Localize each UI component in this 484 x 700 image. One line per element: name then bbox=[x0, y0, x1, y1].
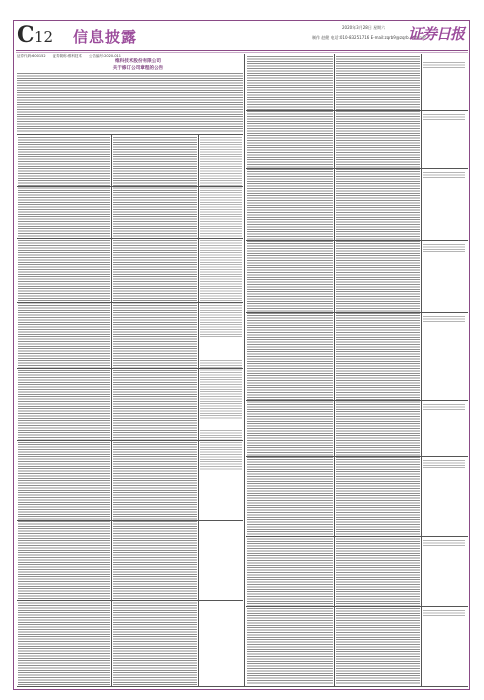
row-separator bbox=[246, 240, 468, 241]
notice-title bbox=[78, 58, 198, 72]
row-separator bbox=[17, 520, 243, 521]
table-bottom-rule bbox=[17, 686, 468, 687]
table-col-notes-right bbox=[423, 114, 465, 120]
row-separator bbox=[246, 110, 468, 111]
table-col-notes-right bbox=[423, 62, 465, 68]
table-col-notes bbox=[200, 360, 242, 420]
intro-paragraph bbox=[17, 73, 243, 133]
table-top-rule bbox=[17, 134, 243, 135]
notice-heading: 关于修订公司章程的公告 bbox=[112, 66, 164, 71]
table-col-notes-right bbox=[423, 244, 465, 252]
row-separator bbox=[17, 238, 243, 239]
row-separator bbox=[246, 456, 468, 457]
table-col-original-right bbox=[247, 56, 333, 684]
row-separator bbox=[17, 186, 243, 187]
row-separator bbox=[246, 400, 468, 401]
table-divider bbox=[198, 134, 199, 686]
notice-company: 维科技术股份有限公司 bbox=[115, 59, 161, 64]
table-col-notes-right bbox=[423, 540, 465, 546]
issue-date: 2020年3月28日 星期六 bbox=[342, 25, 386, 30]
table-col-notes-right bbox=[423, 316, 465, 322]
row-separator bbox=[17, 368, 243, 369]
row-separator bbox=[17, 440, 243, 441]
table-col-notes bbox=[200, 430, 242, 470]
table-col-notes-right bbox=[423, 172, 465, 178]
page-header bbox=[16, 21, 468, 51]
table-col-notes-right bbox=[423, 404, 465, 410]
stock-abbr: 证券简称:维科技术 bbox=[52, 54, 82, 58]
section-number: 12 bbox=[34, 28, 54, 46]
center-divider bbox=[244, 54, 245, 686]
table-divider bbox=[421, 54, 422, 686]
editor-info: 制作 赵健 电话:010-83251716 E-mail:zqrb9@zqrb.sina.net bbox=[312, 35, 426, 40]
section-letter: C bbox=[17, 22, 35, 48]
row-separator bbox=[246, 312, 468, 313]
header-rule-thin bbox=[16, 52, 468, 53]
row-separator bbox=[246, 606, 468, 607]
row-separator bbox=[17, 600, 243, 601]
table-col-original bbox=[18, 137, 110, 685]
notice-number: 公告编号:2020-011 bbox=[88, 54, 122, 58]
table-col-notes bbox=[200, 137, 242, 337]
row-separator bbox=[17, 302, 243, 303]
newspaper-logo: 证券日报 bbox=[408, 25, 465, 43]
table-col-notes-right bbox=[423, 610, 465, 616]
table-col-revised bbox=[113, 137, 197, 685]
table-col-revised-right bbox=[336, 56, 420, 684]
table-divider bbox=[111, 134, 112, 686]
stock-code: 证券代码:600152 bbox=[17, 54, 46, 58]
section-name: 信息披露 bbox=[73, 28, 138, 46]
header-rule bbox=[16, 50, 468, 51]
table-divider bbox=[334, 54, 335, 686]
row-separator bbox=[246, 536, 468, 537]
row-separator bbox=[246, 168, 468, 169]
table-col-notes-right bbox=[423, 460, 465, 468]
